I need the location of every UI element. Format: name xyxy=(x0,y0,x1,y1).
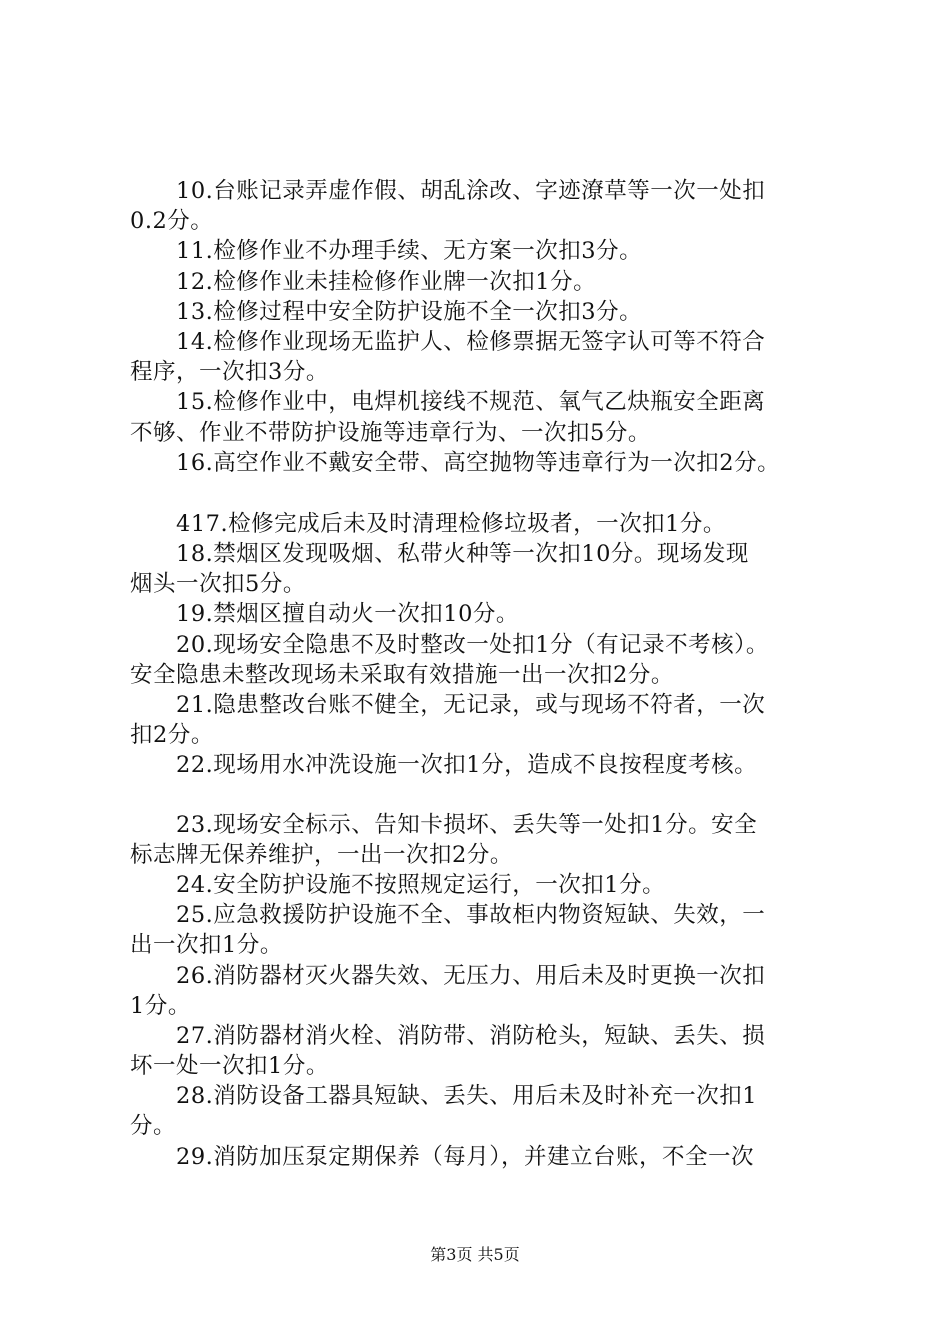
text-line: 18.禁烟区发现吸烟、私带火种等一次扣10分。现场发现 xyxy=(176,541,749,568)
text-line: 25.应急救援防护设施不全、事故柜内物资短缺、失效，一 xyxy=(176,902,766,929)
text-line: 23.现场安全标示、告知卡损坏、丢失等一处扣1分。安全 xyxy=(176,811,758,838)
text-line: 10.台账记录弄虚作假、胡乱涂改、字迹潦草等一次一处扣 xyxy=(176,178,766,204)
text-line: 11.检修作业不办理手续、无方案一次扣3分。 xyxy=(176,238,643,265)
text-line: 分。 xyxy=(130,1113,177,1140)
text-line: 程序，一次扣3分。 xyxy=(130,359,329,386)
paragraph-gap xyxy=(130,478,835,509)
text-line: 16.高空作业不戴安全带、高空抛物等违章行为一次扣2分。 xyxy=(176,449,781,476)
text-line: 标志牌无保养维护，一出一次扣2分。 xyxy=(130,841,513,868)
page-footer: 第3页 共5页 xyxy=(430,1245,520,1264)
text-line: 28.消防设备工器具短缺、丢失、用后未及时补充一次扣1 xyxy=(176,1083,758,1110)
text-line: 1分。 xyxy=(130,992,191,1019)
text-line: 27.消防器材消火栓、消防带、消防枪头，短缺、丢失、损 xyxy=(176,1022,766,1049)
text-line: 20.现场安全隐患不及时整改一处扣1分（有记录不考核）。 xyxy=(176,631,769,658)
text-line: 14.检修作业现场无监护人、检修票据无签字认可等不符合 xyxy=(176,328,766,355)
text-line: 22.现场用水冲洗设施一次扣1分，造成不良按程度考核。 xyxy=(176,752,758,779)
paragraph-gap xyxy=(130,781,835,810)
text-line: 15.检修作业中，电焊机接线不规范、氧气乙炔瓶安全距离 xyxy=(176,389,766,416)
text-line: 烟头一次扣5分。 xyxy=(130,571,306,598)
text-line: 扣2分。 xyxy=(130,722,214,749)
text-line: 26.消防器材灭火器失效、无压力、用后未及时更换一次扣 xyxy=(176,962,766,989)
text-line: 417.检修完成后未及时清理检修垃圾者，一次扣1分。 xyxy=(176,510,726,537)
text-line: 不够、作业不带防护设施等违章行为、一次扣5分。 xyxy=(130,419,651,446)
text-line: 出一次扣1分。 xyxy=(130,932,283,959)
text-line: 24.安全防护设施不按照规定运行，一次扣1分。 xyxy=(176,871,666,898)
document-body xyxy=(130,176,835,1172)
text-line: 29.消防加压泵定期保养（每月），并建立台账，不全一次 xyxy=(176,1143,755,1170)
text-line: 安全隐患未整改现场未采取有效措施一出一次扣2分。 xyxy=(130,661,674,688)
text-line: 19.禁烟区擅自动火一次扣10分。 xyxy=(176,601,519,628)
text-line: 13.检修过程中安全防护设施不全一次扣3分。 xyxy=(176,298,643,325)
text-line: 21.隐患整改台账不健全，无记录，或与现场不符者，一次 xyxy=(176,692,766,718)
text-line: 坏一处一次扣1分。 xyxy=(130,1053,329,1080)
text-line: 12.检修作业未挂检修作业牌一次扣1分。 xyxy=(176,268,597,295)
text-line: 0.2分。 xyxy=(130,208,214,235)
